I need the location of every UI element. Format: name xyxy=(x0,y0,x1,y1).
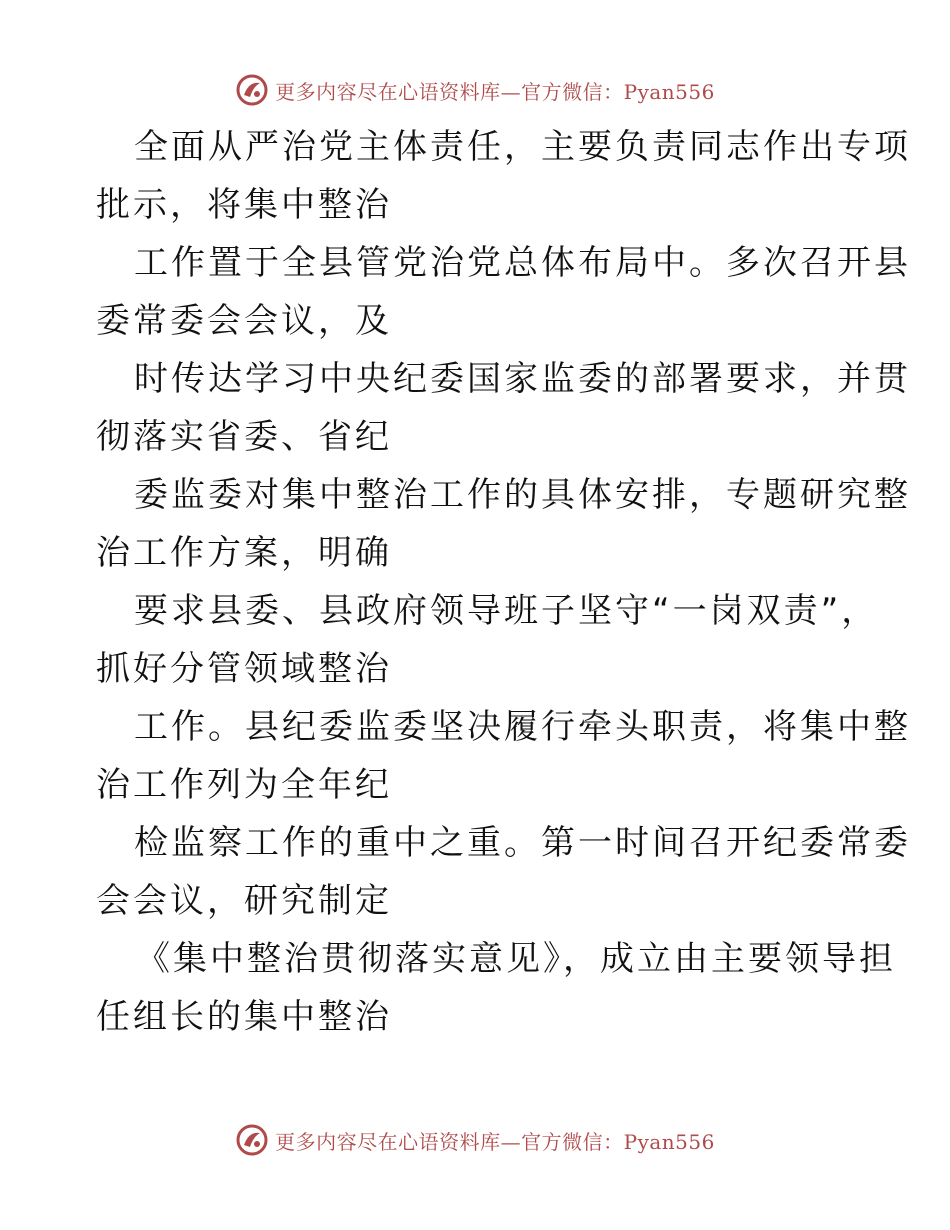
paragraph xyxy=(96,698,911,814)
paragraph-line: 时传达学习中央纪委国家监委的部署要求，并贯 xyxy=(134,359,911,399)
paragraph-line: 工作置于全县管党治党总体布局中。多次召开县 xyxy=(134,243,911,283)
watermark-text xyxy=(275,1126,715,1155)
document-body xyxy=(96,118,911,1046)
paragraph-line: 治工作列为全年纪 xyxy=(96,765,392,805)
paragraph xyxy=(96,350,911,466)
watermark-text xyxy=(275,76,715,105)
paragraph-line: 委常委会会议，及 xyxy=(96,301,392,341)
paragraph-line: 治工作方案，明确 xyxy=(96,533,392,573)
paragraph-line: 抓好分管领域整治 xyxy=(96,649,392,689)
paragraph xyxy=(96,234,911,350)
watermark-dash: — xyxy=(500,79,522,104)
paragraph-line: 要求县委、县政府领导班子坚守“一岗双责”， xyxy=(134,591,879,631)
watermark-site-name: 更多内容尽在心语资料库 xyxy=(275,79,501,104)
paragraph-line: 委监委对集中整治工作的具体安排，专题研究整 xyxy=(134,475,911,515)
watermark-wechat-label: 官方微信： xyxy=(521,1129,624,1154)
paragraph xyxy=(96,814,911,930)
brand-logo-icon xyxy=(235,1123,269,1157)
watermark-wechat-id: Pyan556 xyxy=(623,1129,715,1154)
paragraph xyxy=(96,582,879,698)
watermark-wechat-label: 官方微信： xyxy=(521,79,624,104)
paragraph xyxy=(96,930,896,1046)
header-watermark xyxy=(0,70,950,110)
paragraph-line: 工作。县纪委监委坚决履行牵头职责，将集中整 xyxy=(134,707,911,747)
paragraph xyxy=(96,466,911,582)
footer-watermark xyxy=(0,1120,950,1160)
paragraph-line: 会会议，研究制定 xyxy=(96,881,392,921)
paragraph-line: 任组长的集中整治 xyxy=(96,997,392,1037)
paragraph-line: 《集中整治贯彻落实意见》，成立由主要领导担 xyxy=(136,939,896,979)
paragraph-line: 彻落实省委、省纪 xyxy=(96,417,392,457)
paragraph-line: 批示，将集中整治 xyxy=(96,185,392,225)
brand-logo-icon xyxy=(235,73,269,107)
paragraph xyxy=(96,118,911,234)
watermark-dash: — xyxy=(500,1129,522,1154)
watermark-wechat-id: Pyan556 xyxy=(623,79,715,104)
paragraph-line: 全面从严治党主体责任，主要负责同志作出专项 xyxy=(134,127,911,167)
paragraph-line: 检监察工作的重中之重。第一时间召开纪委常委 xyxy=(134,823,911,863)
watermark-site-name: 更多内容尽在心语资料库 xyxy=(275,1129,501,1154)
